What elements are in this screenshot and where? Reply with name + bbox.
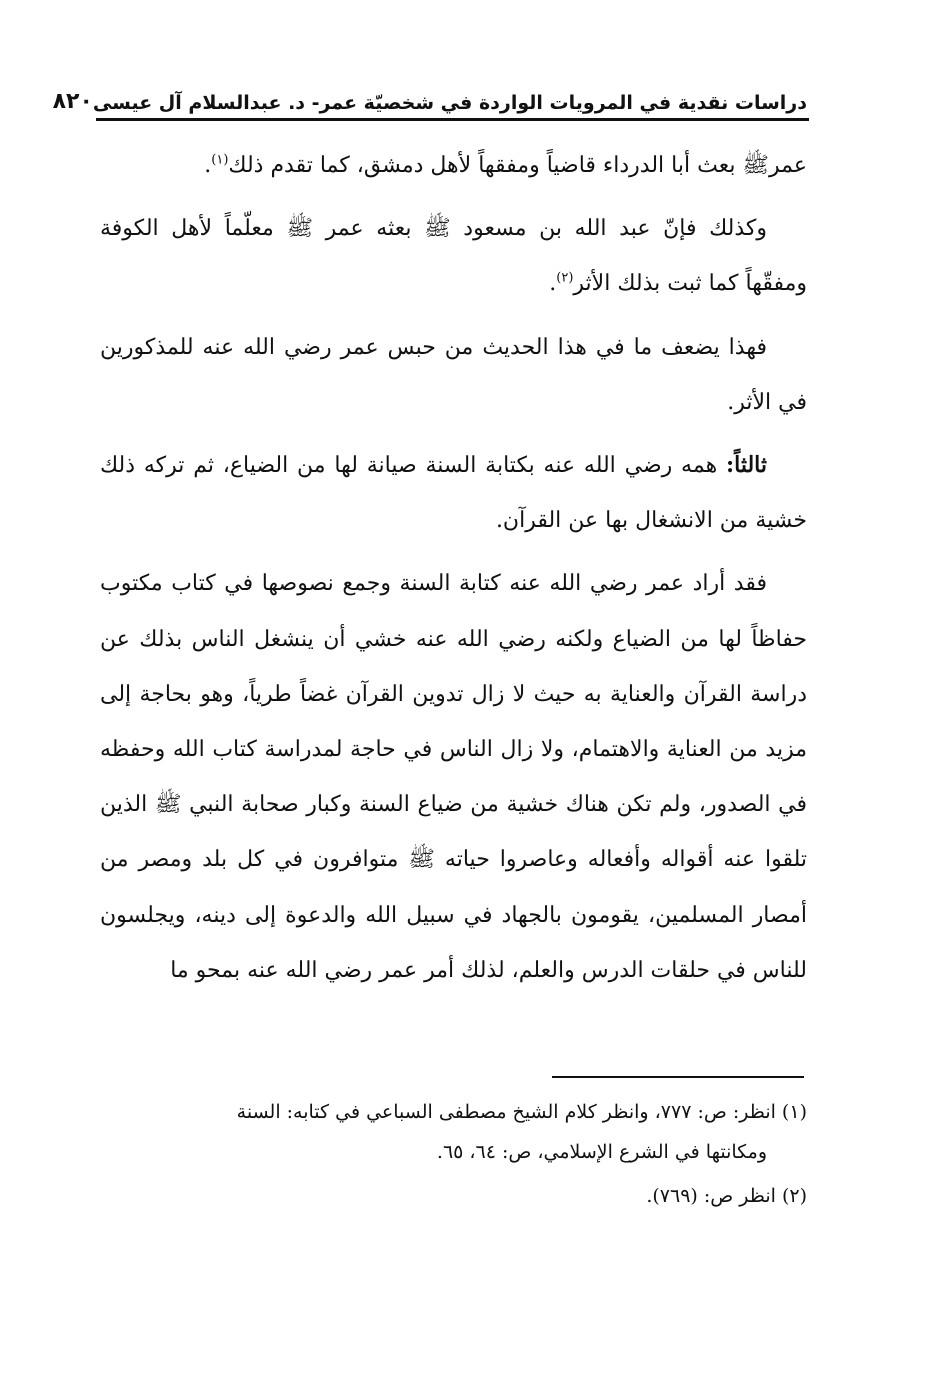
footnote-ref-2: (٢): [556, 271, 574, 287]
footnote-ref-1: (١): [211, 152, 229, 168]
paragraph-3: [100, 320, 807, 430]
paragraph-4-text: همه رضي الله عنه بكتابة السنة صيانة لها من الضياع، ثم تركه ذلك خشية من الانشغال بها عن القرآن.: [100, 453, 807, 534]
footnote-1-line: (١) انظر: ص: ٧٧٧، وانظر كلام الشيخ مصطفى السباعي في كتابه: السنة: [236, 1101, 807, 1123]
paragraph-1: [100, 138, 807, 193]
paragraph-2: [100, 201, 807, 311]
paragraph-2-end: .: [549, 271, 557, 297]
footnotes: [100, 1092, 807, 1220]
footnote-2: [100, 1176, 807, 1216]
body-text: [100, 138, 807, 1006]
page-header: [52, 78, 807, 114]
paragraph-3-text: فهذا يضعف ما في هذا الحديث من حبس عمر رضي الله عنه للمذكورين في الأثر.: [100, 334, 807, 415]
footnote-1: [100, 1092, 807, 1172]
footnote-1-continuation: ومكانتها في الشرع الإسلامي، ص: ٦٤، ٦٥.: [436, 1141, 767, 1163]
footnote-separator: [552, 1076, 804, 1078]
paragraph-5-text: فقد أراد عمر رضي الله عنه كتابة السنة وجمع نصوصها في كتاب مكتوب حفاظاً لها من الضياع ولكنه رضي الله عنه خشي أن ينشغل الناس بذلك عن دراسة القرآن والعناية به حيث لا زال تدوين القرآن غضاً طرياً، وهو بحاجة إلى مزيد من العناية والاهتمام، ولا زال الناس في حاجة لمدراسة كتاب الله وحفظه في الصدور، ولم تكن هناك خشية من ضياع السنة وكبار صحابة النبي ﷺ الذين تلقوا عنه أقواله وأفعاله وعاصروا حياته ﷺ متوافرون في كل بلد ومصر من أمصار المسلمين، يقومون بالجهاد في سبيل الله والدعوة إلى دينه، ويجلسون للناس في حلقات الدرس والعلم، لذلك أمر عمر رضي الله عنه بمحو ما: [100, 571, 807, 983]
paragraph-1-text: عمرﷺ بعث أبا الدرداء قاضياً ومفقهاً لأهل دمشق، كما تقدم ذلك: [228, 153, 807, 178]
footnote-2-line: (٢) انظر ص: (٧٦٩).: [646, 1185, 807, 1207]
page-number: ٨٢٠: [52, 89, 93, 114]
header-rule: [96, 118, 809, 121]
paragraph-2-text: وكذلك فإنّ عبد الله بن مسعود ﷺ بعثه عمر ﷺ معلّماً لأهل الكوفة ومفقّهاً كما ثبت بذلك الأثر: [100, 216, 807, 297]
running-title: دراسات نقدية في المرويات الواردة في شخصيّة عمر- د. عبدالسلام آل عيسى: [92, 92, 807, 114]
paragraph-1-end: .: [204, 153, 212, 178]
paragraph-5: [100, 556, 807, 998]
section-lead-third: ثالثاً:: [726, 452, 767, 479]
paragraph-4: [100, 438, 807, 548]
